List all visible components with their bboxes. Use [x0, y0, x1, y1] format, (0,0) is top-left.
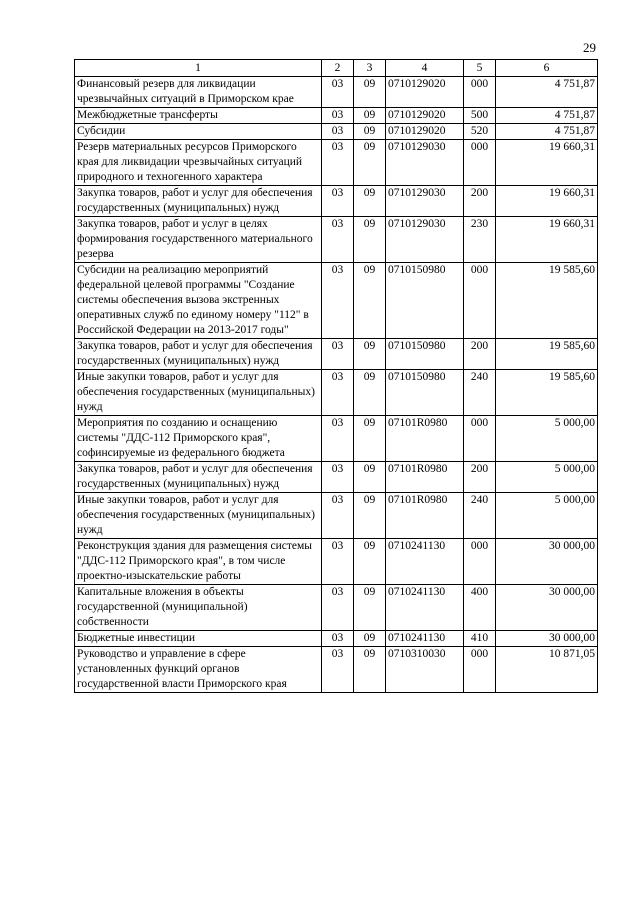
table-row: [75, 108, 598, 124]
table-row: [75, 539, 598, 585]
table-row: [75, 493, 598, 539]
table-row: [75, 339, 598, 370]
row-expense-type-cell: 000: [464, 77, 496, 108]
row-amount-cell: 30 000,00: [496, 585, 598, 631]
row-expense-type-cell: 240: [464, 493, 496, 539]
row-target-article-cell: 0710129030: [386, 186, 464, 217]
row-subsection-cell: 09: [354, 631, 386, 647]
table-row: [75, 263, 598, 339]
row-expense-type-cell: 000: [464, 140, 496, 186]
row-amount-cell: 10 871,05: [496, 647, 598, 693]
row-name-cell: Закупка товаров, работ и услуг для обеспечения государственных (муниципальных) нужд: [75, 462, 322, 493]
row-expense-type-cell: 400: [464, 585, 496, 631]
row-amount-cell: 5 000,00: [496, 493, 598, 539]
row-amount-cell: 4 751,87: [496, 124, 598, 140]
row-name-cell: Финансовый резерв для ликвидации чрезвычайных ситуаций в Приморском крае: [75, 77, 322, 108]
row-name-cell: Межбюджетные трансферты: [75, 108, 322, 124]
row-amount-cell: 30 000,00: [496, 539, 598, 585]
header-col-2: 2: [322, 60, 354, 77]
row-section-cell: 03: [322, 647, 354, 693]
row-target-article-cell: 0710150980: [386, 370, 464, 416]
row-name-cell: Реконструкция здания для размещения системы "ДДС-112 Приморского края", в том числе проектно-изыскательские работы: [75, 539, 322, 585]
table-header-row: [75, 60, 598, 77]
row-subsection-cell: 09: [354, 186, 386, 217]
table-body: [75, 77, 598, 693]
row-section-cell: 03: [322, 108, 354, 124]
row-name-cell: Закупка товаров, работ и услуг для обеспечения государственных (муниципальных) нужд: [75, 186, 322, 217]
row-section-cell: 03: [322, 631, 354, 647]
row-expense-type-cell: 230: [464, 217, 496, 263]
row-expense-type-cell: 240: [464, 370, 496, 416]
table-row: [75, 186, 598, 217]
header-col-5: 5: [464, 60, 496, 77]
row-section-cell: 03: [322, 585, 354, 631]
row-expense-type-cell: 000: [464, 416, 496, 462]
row-section-cell: 03: [322, 217, 354, 263]
row-subsection-cell: 09: [354, 124, 386, 140]
row-target-article-cell: 0710150980: [386, 339, 464, 370]
row-subsection-cell: 09: [354, 108, 386, 124]
row-target-article-cell: 0710129020: [386, 124, 464, 140]
row-amount-cell: 19 585,60: [496, 339, 598, 370]
row-amount-cell: 19 585,60: [496, 370, 598, 416]
row-name-cell: Иные закупки товаров, работ и услуг для обеспечения государственных (муниципальных) нужд: [75, 493, 322, 539]
header-col-6: 6: [496, 60, 598, 77]
table-row: [75, 585, 598, 631]
row-expense-type-cell: 200: [464, 339, 496, 370]
row-expense-type-cell: 200: [464, 462, 496, 493]
row-section-cell: 03: [322, 140, 354, 186]
row-expense-type-cell: 200: [464, 186, 496, 217]
row-subsection-cell: 09: [354, 539, 386, 585]
row-section-cell: 03: [322, 416, 354, 462]
header-col-1: 1: [75, 60, 322, 77]
row-target-article-cell: 0710241130: [386, 585, 464, 631]
row-section-cell: 03: [322, 370, 354, 416]
row-target-article-cell: 0710129030: [386, 217, 464, 263]
row-amount-cell: 19 660,31: [496, 140, 598, 186]
row-name-cell: Иные закупки товаров, работ и услуг для обеспечения государственных (муниципальных) нужд: [75, 370, 322, 416]
row-expense-type-cell: 410: [464, 631, 496, 647]
row-subsection-cell: 09: [354, 339, 386, 370]
header-col-3: 3: [354, 60, 386, 77]
table-row: [75, 217, 598, 263]
row-amount-cell: 30 000,00: [496, 631, 598, 647]
row-name-cell: Закупка товаров, работ и услуг в целях формирования государственного материального резерва: [75, 217, 322, 263]
row-target-article-cell: 0710129020: [386, 77, 464, 108]
row-name-cell: Субсидии: [75, 124, 322, 140]
table-row: [75, 124, 598, 140]
row-section-cell: 03: [322, 462, 354, 493]
row-section-cell: 03: [322, 186, 354, 217]
row-amount-cell: 5 000,00: [496, 416, 598, 462]
row-target-article-cell: 0710129020: [386, 108, 464, 124]
row-subsection-cell: 09: [354, 647, 386, 693]
row-amount-cell: 4 751,87: [496, 108, 598, 124]
row-name-cell: Закупка товаров, работ и услуг для обеспечения государственных (муниципальных) нужд: [75, 339, 322, 370]
row-subsection-cell: 09: [354, 462, 386, 493]
table-row: [75, 370, 598, 416]
row-section-cell: 03: [322, 539, 354, 585]
row-amount-cell: 19 585,60: [496, 263, 598, 339]
row-subsection-cell: 09: [354, 140, 386, 186]
row-section-cell: 03: [322, 339, 354, 370]
row-target-article-cell: 07101R0980: [386, 416, 464, 462]
row-target-article-cell: 0710129030: [386, 140, 464, 186]
row-name-cell: Мероприятия по созданию и оснащению системы "ДДС-112 Приморского края", софинсируемые из федерального бюджета: [75, 416, 322, 462]
row-section-cell: 03: [322, 124, 354, 140]
row-name-cell: Субсидии на реализацию мероприятий федеральной целевой программы "Создание системы обеспечения вызова экстренных оперативных служб по единому номеру "112" в Российской Федерации на 2013-2017 годы": [75, 263, 322, 339]
row-target-article-cell: 07101R0980: [386, 462, 464, 493]
row-target-article-cell: 07101R0980: [386, 493, 464, 539]
table-row: [75, 77, 598, 108]
row-section-cell: 03: [322, 263, 354, 339]
row-target-article-cell: 0710241130: [386, 539, 464, 585]
budget-table: [74, 59, 598, 693]
row-amount-cell: 19 660,31: [496, 186, 598, 217]
row-subsection-cell: 09: [354, 217, 386, 263]
page-number: 29: [583, 40, 596, 55]
row-section-cell: 03: [322, 77, 354, 108]
table-row: [75, 647, 598, 693]
row-target-article-cell: 0710150980: [386, 263, 464, 339]
header-col-4: 4: [386, 60, 464, 77]
table-row: [75, 462, 598, 493]
row-expense-type-cell: 000: [464, 647, 496, 693]
row-subsection-cell: 09: [354, 263, 386, 339]
row-subsection-cell: 09: [354, 416, 386, 462]
row-subsection-cell: 09: [354, 493, 386, 539]
row-target-article-cell: 0710310030: [386, 647, 464, 693]
row-name-cell: Резерв материальных ресурсов Приморского края для ликвидации чрезвычайных ситуаций природного и техногенного характера: [75, 140, 322, 186]
table-row: [75, 140, 598, 186]
row-expense-type-cell: 000: [464, 263, 496, 339]
row-name-cell: Капитальные вложения в объекты государственной (муниципальной) собственности: [75, 585, 322, 631]
row-expense-type-cell: 000: [464, 539, 496, 585]
row-subsection-cell: 09: [354, 585, 386, 631]
row-expense-type-cell: 520: [464, 124, 496, 140]
row-expense-type-cell: 500: [464, 108, 496, 124]
row-subsection-cell: 09: [354, 370, 386, 416]
row-section-cell: 03: [322, 493, 354, 539]
row-name-cell: Руководство и управление в сфере установленных функций органов государственной власти Приморского края: [75, 647, 322, 693]
row-name-cell: Бюджетные инвестиции: [75, 631, 322, 647]
row-amount-cell: 19 660,31: [496, 217, 598, 263]
row-target-article-cell: 0710241130: [386, 631, 464, 647]
table-row: [75, 416, 598, 462]
row-subsection-cell: 09: [354, 77, 386, 108]
row-amount-cell: 4 751,87: [496, 77, 598, 108]
table-row: [75, 631, 598, 647]
row-amount-cell: 5 000,00: [496, 462, 598, 493]
